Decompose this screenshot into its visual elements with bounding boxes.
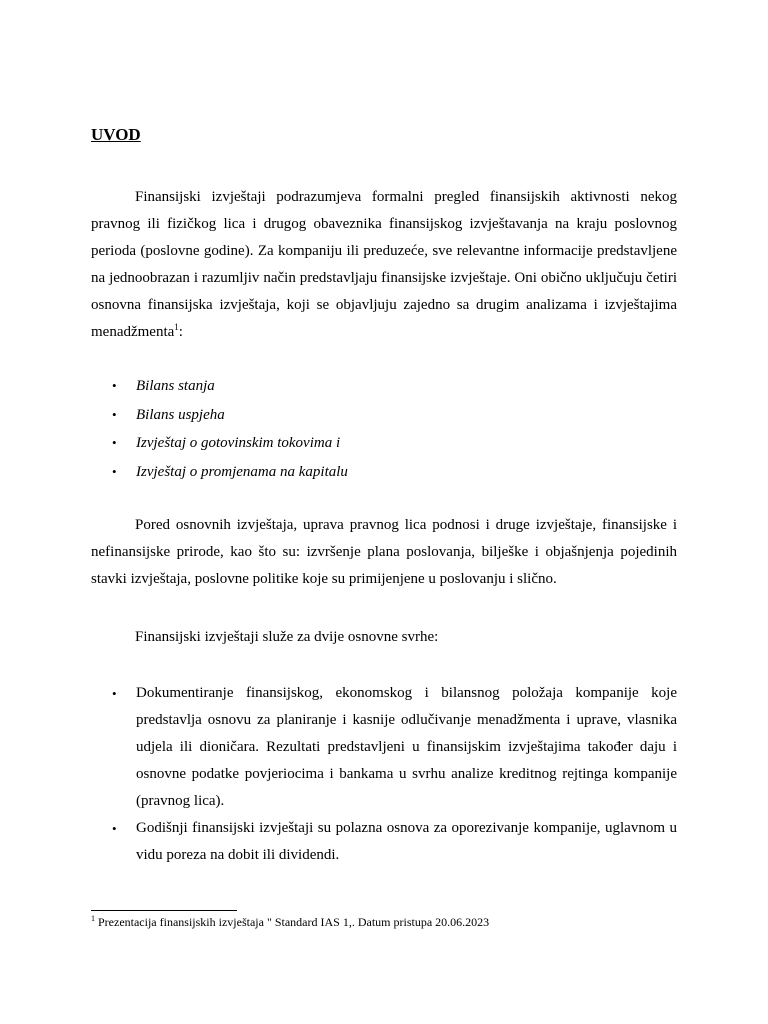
- footnote: [91, 914, 489, 930]
- list-item-text: Izvještaj o promjenama na kapitalu: [136, 463, 348, 480]
- purposes-intro-text: Finansijski izvještaji služe za dvije osnovne svrhe:: [135, 629, 439, 645]
- bullet-icon: •: [112, 435, 117, 450]
- footnote-number: 1: [91, 914, 95, 923]
- list-item: [91, 429, 677, 458]
- other-reports-text: Pored osnovnih izvještaja, uprava pravnog lica podnosi i druge izvještaje, finansijske i nefinansijske prirode, kao što su: izvršenje plana poslovanja, bilješke i objašnjenja pojedinih stavki izvještaja, poslovne politike koje su primijenjene u poslovanju i slično.: [91, 517, 677, 587]
- intro-paragraph-text: Finansijski izvještaji podrazumjeva formalni pregled finansijskih aktivnosti nekog pravnog ili fizičkog lica i drugog obaveznika finansijskog izvještavanja na kraju poslovnog perioda (poslovne godine). Za kompaniju ili preduzeće, sve relevantne informacije predstavljene na jednoobrazan i razumljiv način predstavljaju finansijske izvještaje. Oni obično uključuju četiri osnovna finansijska izvještaja, koji se objavljuju zajedno sa drugim analizama i izvještajima menadžmenta: [91, 189, 677, 340]
- bullet-icon: •: [112, 686, 117, 701]
- purposes-intro-paragraph: [91, 624, 677, 651]
- list-item-text: Bilans stanja: [136, 378, 215, 394]
- bullet-icon: •: [112, 821, 117, 836]
- bullet-icon: •: [112, 406, 117, 422]
- purposes-list: [91, 680, 677, 869]
- intro-paragraph-tail: :: [178, 324, 183, 340]
- statements-list: [91, 372, 677, 486]
- bullet-icon: •: [112, 378, 117, 393]
- footnote-text: Prezentacija finansijskih izvještaja " Standard IAS 1,. Datum pristupa 20.06.2023: [95, 915, 490, 929]
- list-item-text: Dokumentiranje finansijskog, ekonomskog i bilansnog položaja kompanije koje predstavlja osnovu za planiranje i kasnije odlučivanje menadžmenta i uprave, vlasnika udjela ili dioničara. Rezultati predstavljeni u finansijskim izvještajima također daju i osnovne podatke povjeriocima i bankama u svrhu analize kreditnog rejtinga kompanije (pravnog lica).: [136, 685, 677, 809]
- list-item-text: Bilans uspjeha: [136, 406, 225, 423]
- list-item: [91, 458, 677, 487]
- section-heading: UVOD: [91, 125, 141, 144]
- list-item: [91, 680, 677, 815]
- list-item: [91, 372, 677, 401]
- bullet-icon: •: [112, 463, 117, 479]
- list-item-text: Izvještaj o gotovinskim tokovima i: [136, 435, 341, 451]
- intro-paragraph: [91, 184, 677, 346]
- list-item: [91, 401, 677, 430]
- footnote-reference[interactable]: 1: [174, 322, 179, 332]
- other-reports-paragraph: [91, 512, 677, 593]
- list-item-text: Godišnji finansijski izvještaji su polazna osnova za oporezivanje kompanije, uglavnom u vidu poreza na dobit ili dividendi.: [136, 820, 677, 863]
- list-item: [91, 815, 677, 869]
- footnote-divider: [91, 910, 237, 911]
